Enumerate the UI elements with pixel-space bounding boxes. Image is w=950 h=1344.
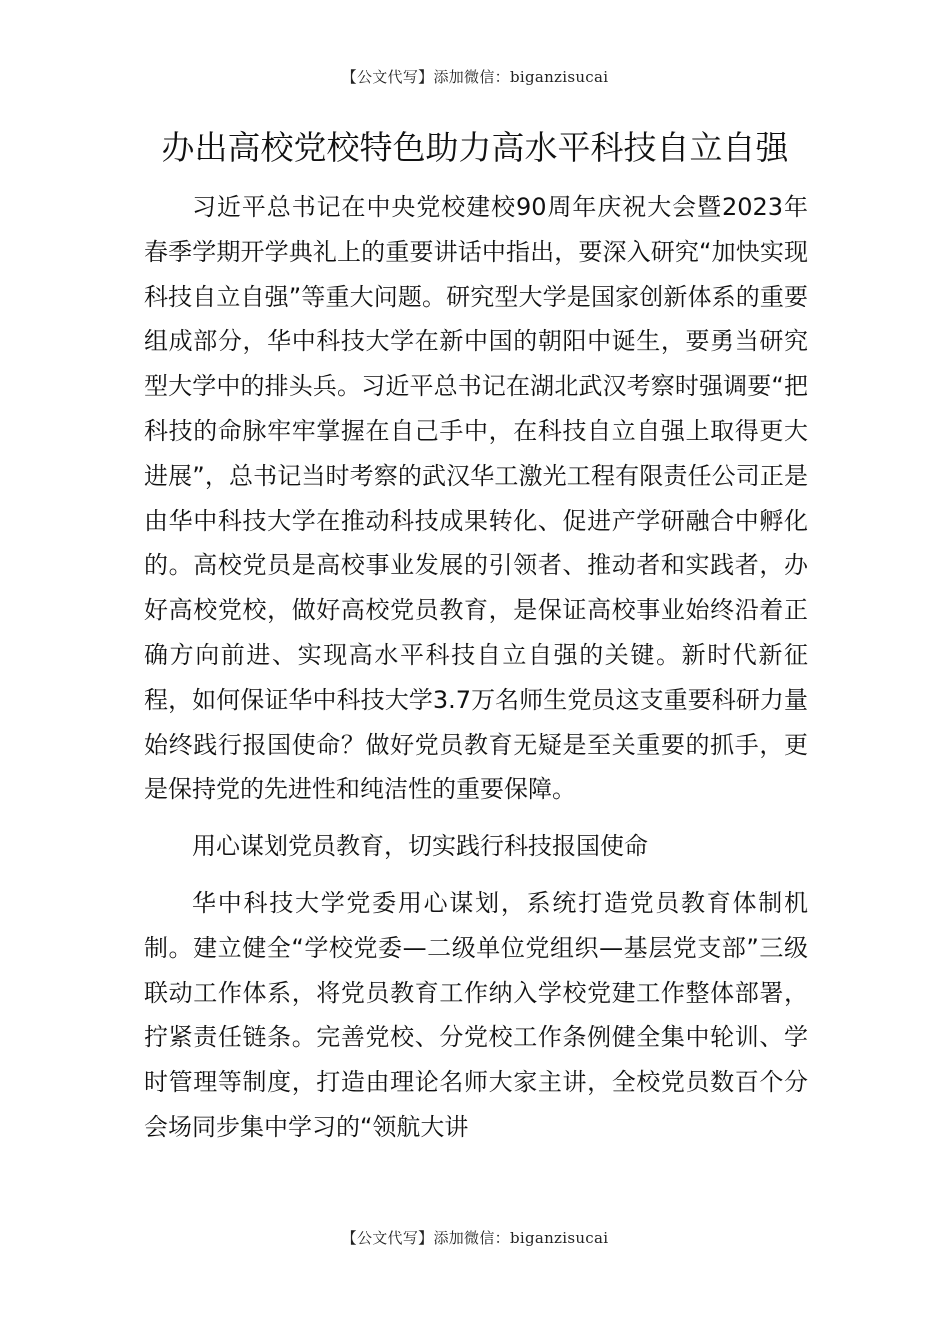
footer-watermark-note: 【公文代写】添加微信：biganzisucai bbox=[341, 1229, 609, 1247]
body-paragraph-1: 习近平总书记在中央党校建校90周年庆祝大会暨2023年春季学期开学典礼上的重要讲话中指出，要深入研究“加快实现科技自立自强”等重大问题。研究型大学是国家创新体系的重要组成部分，华中科技大学在新中国的朝阳中诞生，要勇当研究型大学中的排头兵。习近平总书记在湖北武汉考察时强调要“把科技的命脉牢牢掌握在自己手中，在科技自立自强上取得更大进展”，总书记当时考察的武汉华工激光工程有限责任公司正是由华中科技大学在推动科技成果转化、促进产学研融合中孵化的。高校党员是高校事业发展的引领者、推动者和实践者，办好高校党校，做好高校党员教育，是保证高校事业始终沿着正确方向前进、实现高水平科技自立自强的关键。新时代新征程，如何保证华中科技大学3.7万名师生党员这支重要科研力量始终践行报国使命？做好党员教育无疑是至关重要的抓手，更是保持党的先进性和纯洁性的重要保障。 bbox=[144, 193, 808, 804]
section-subheading: 用心谋划党员教育，切实践行科技报国使命 bbox=[192, 832, 648, 861]
body-paragraph-2: 华中科技大学党委用心谋划，系统打造党员教育体制机制。建立健全“学校党委—二级单位党组织—基层党支部”三级联动工作体系，将党员教育工作纳入学校党建工作整体部署，拧紧责任链条。完善党校、分党校工作条例健全集中轮训、学时管理等制度，打造由理论名师大家主讲，全校党员数百个分会场同步集中学习的“领航大讲 bbox=[144, 888, 808, 1141]
document-title: 办出高校党校特色助力高水平科技自立自强 bbox=[161, 128, 789, 167]
document-body bbox=[144, 185, 808, 1150]
header-watermark-note: 【公文代写】添加微信：biganzisucai bbox=[341, 68, 609, 86]
